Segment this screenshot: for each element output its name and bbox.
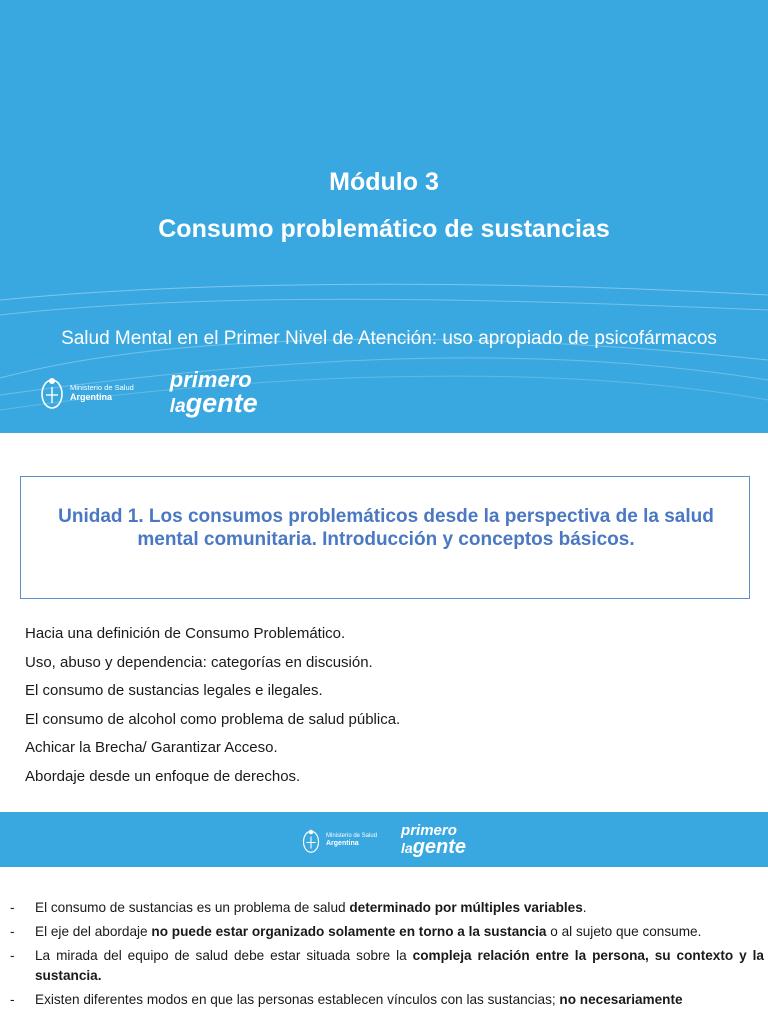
bullet-text: . bbox=[582, 900, 587, 915]
bullet-emphasis: no necesariamente bbox=[559, 992, 683, 1007]
ministry-name: Ministerio de Salud bbox=[70, 382, 134, 392]
bullet-emphasis: no puede estar organizado solamente en torno a la sustancia bbox=[151, 924, 547, 939]
bullet-text: El consumo de sustancias es un problema de salud bbox=[35, 900, 350, 915]
bullet-item bbox=[10, 990, 764, 1010]
brand-line-1: primero bbox=[169, 367, 252, 392]
ministry-country: Argentina bbox=[70, 392, 113, 403]
topic-item: Hacia una definición de Consumo Problemático. bbox=[25, 625, 346, 642]
bullet-dash: - bbox=[10, 948, 15, 963]
bullet-item bbox=[10, 922, 764, 942]
bullet-dash: - bbox=[10, 924, 15, 939]
bullet-dash: - bbox=[10, 900, 15, 915]
bullet-text: Existen diferentes modos en que las personas establecen vínculos con las sustancias; bbox=[35, 992, 560, 1007]
brand-logo bbox=[169, 367, 258, 418]
argentina-seal-icon bbox=[302, 827, 320, 855]
brand-la: la bbox=[169, 395, 186, 417]
cover-header bbox=[0, 0, 768, 433]
topic-item: Abordaje desde un enfoque de derechos. bbox=[25, 767, 301, 785]
ministry-country: Argentina bbox=[326, 840, 359, 848]
topic-item: Uso, abuso y dependencia: categorías en discusión. bbox=[25, 653, 373, 671]
bullet-text: La mirada del equipo de salud debe estar situada sobre la bbox=[35, 948, 413, 963]
bullet-dash: - bbox=[10, 992, 15, 1007]
module-number: Módulo 3 bbox=[329, 168, 439, 196]
brand-logo bbox=[401, 824, 466, 857]
topic-item: Achicar la Brecha/ Garantizar Acceso. bbox=[25, 739, 278, 757]
brand-line-1: primero bbox=[401, 822, 457, 839]
bullet-list bbox=[10, 898, 764, 1014]
footer-logos bbox=[302, 824, 466, 857]
unit-title: Unidad 1. Los consumos problemáticos desde la perspectiva de la salud mental comunitaria. Introducción y conceptos básicos. bbox=[58, 506, 714, 550]
ministry-logo bbox=[40, 375, 134, 411]
brand-gente: gente bbox=[185, 387, 258, 418]
brand-la: la bbox=[401, 840, 413, 857]
bullet-item bbox=[10, 898, 764, 918]
ministry-logo bbox=[302, 827, 377, 855]
topic-item: El consumo de alcohol como problema de salud pública. bbox=[25, 710, 401, 728]
brand-gente: gente bbox=[412, 836, 467, 859]
argentina-seal-icon bbox=[40, 375, 64, 411]
header-logos bbox=[40, 367, 258, 418]
course-title: Salud Mental en el Primer Nivel de Atención: uso apropiado de psicofármacos bbox=[61, 328, 717, 349]
footer-band bbox=[0, 812, 768, 867]
ministry-name: Ministerio de Salud bbox=[326, 833, 378, 840]
bullet-text: o al sujeto que consume. bbox=[546, 924, 702, 939]
topic-item: El consumo de sustancias legales e ilegales. bbox=[25, 682, 323, 700]
bullet-emphasis: determinado por múltiples variables bbox=[349, 900, 583, 915]
bullet-item bbox=[10, 946, 764, 986]
topics-list bbox=[25, 624, 400, 796]
unit-box bbox=[20, 476, 750, 599]
bullet-text: El eje del abordaje bbox=[35, 924, 152, 939]
bullet-emphasis: compleja relación entre la persona, su contexto y la sustancia. bbox=[35, 948, 764, 983]
module-title: Consumo problemático de sustancias bbox=[158, 215, 610, 243]
